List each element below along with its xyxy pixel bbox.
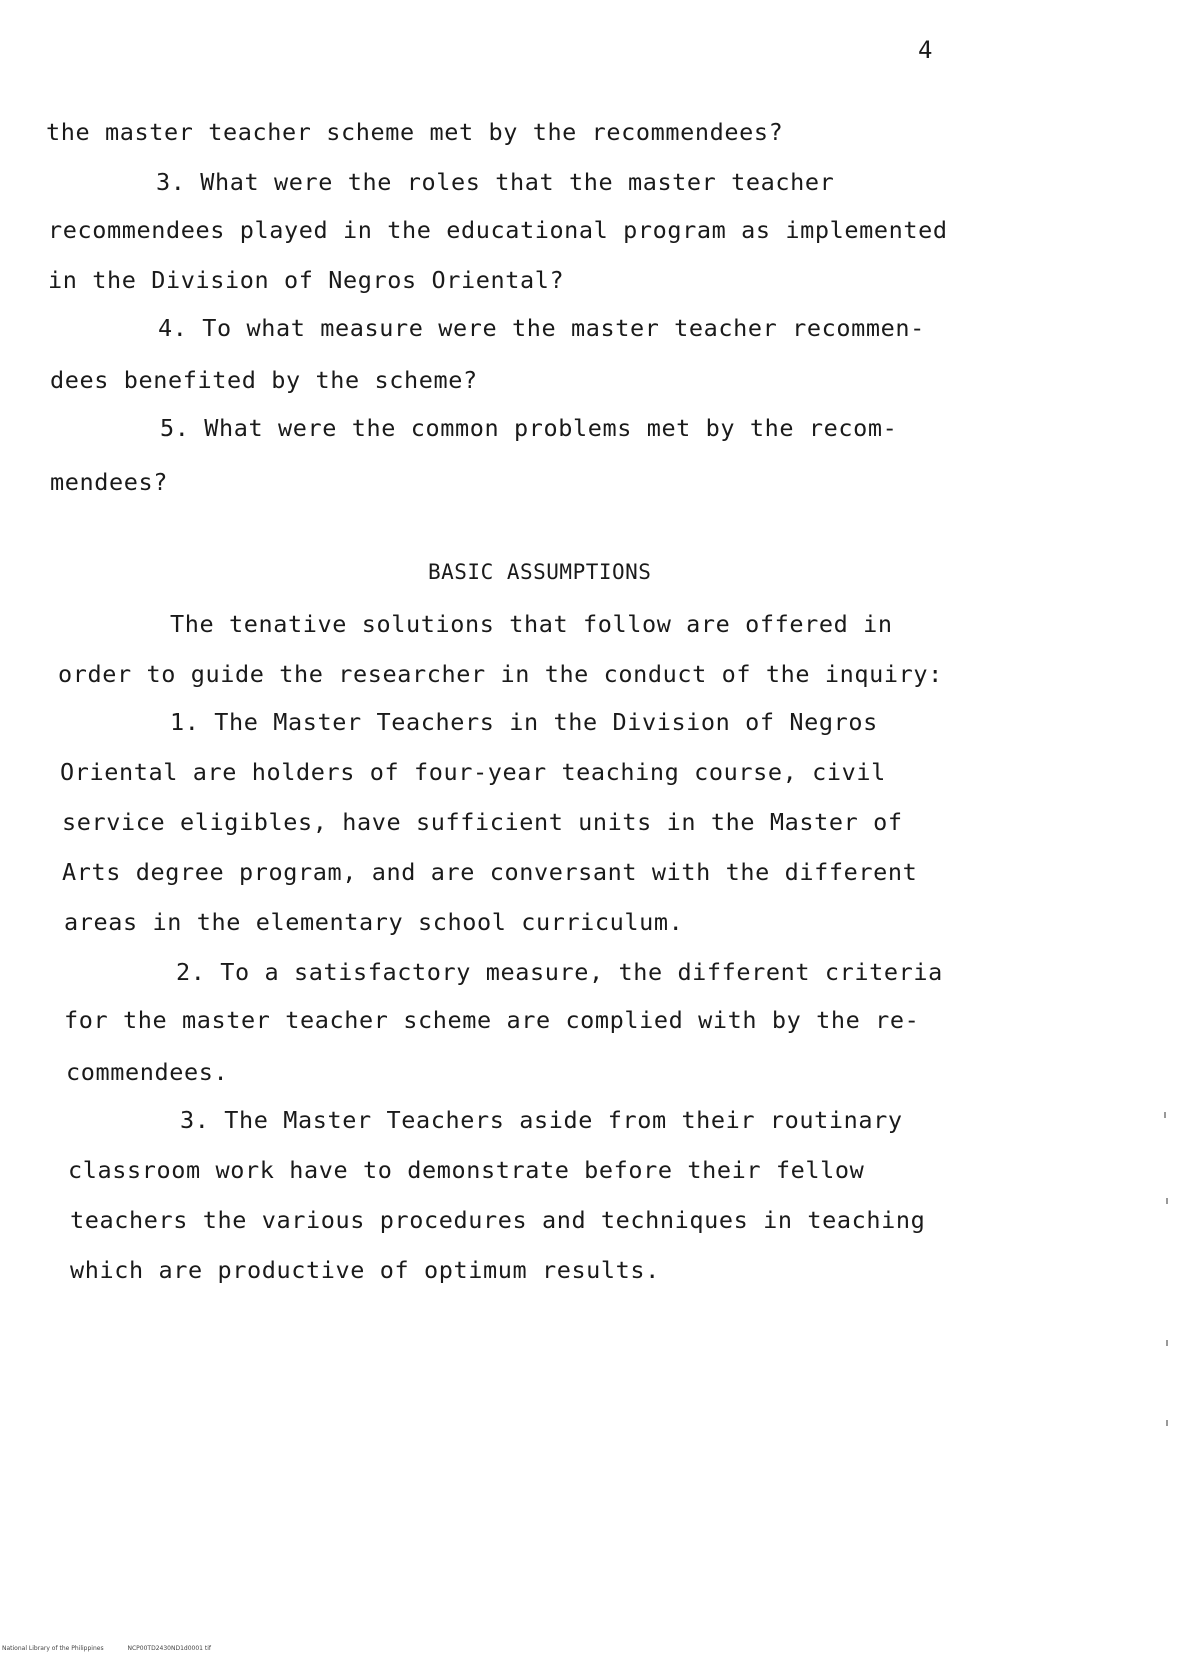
question-line: 3. What were the roles that the master teacher xyxy=(156,168,835,196)
scan-footer xyxy=(2,1645,233,1652)
scan-speck xyxy=(1166,1198,1168,1204)
question-line: the master teacher scheme met by the recommendees? xyxy=(46,118,784,146)
assumption-line: Oriental are holders of four-year teaching course, civil xyxy=(60,758,886,786)
question-line: 5. What were the common problems met by the recom- xyxy=(160,414,898,442)
question-line: 4. To what measure were the master teacher recommen- xyxy=(158,314,925,342)
file-identifier: NCP00TD2430ND1d0001 tif xyxy=(127,1645,212,1652)
question-line: in the Division of Negros Oriental? xyxy=(48,266,565,294)
scan-speck xyxy=(1164,1112,1166,1118)
assumption-line: order to guide the researcher in the conduct of the inquiry: xyxy=(58,660,943,688)
scan-speck xyxy=(1166,1340,1168,1346)
section-heading: BASIC ASSUMPTIONS xyxy=(428,560,652,584)
assumption-line: 3. The Master Teachers aside from their routinary xyxy=(180,1106,903,1134)
assumption-line: areas in the elementary school curriculum. xyxy=(64,908,684,936)
page-number: 4 xyxy=(918,36,933,64)
assumption-line: for the master teacher scheme are complied with by the re- xyxy=(64,1006,920,1034)
assumption-line: Arts degree program, and are conversant with the different xyxy=(62,858,918,886)
assumption-line: 2. To a satisfactory measure, the different criteria xyxy=(176,958,943,986)
question-line: recommendees played in the educational program as implemented xyxy=(48,216,948,244)
library-credit: National Library of the Philippines xyxy=(2,1645,104,1652)
scan-speck xyxy=(1166,1420,1168,1426)
assumption-line: classroom work have to demonstrate before their fellow xyxy=(68,1156,865,1184)
assumption-line: service eligibles, have sufficient units in the Master of xyxy=(62,808,903,836)
question-line: dees benefited by the scheme? xyxy=(50,366,478,394)
assumption-line: commendees. xyxy=(66,1058,229,1086)
assumption-line: which are productive of optimum results. xyxy=(70,1256,660,1284)
assumption-line: teachers the various procedures and techniques in teaching xyxy=(70,1206,926,1234)
assumption-line: The tenative solutions that follow are offered in xyxy=(170,610,893,638)
assumption-line: 1. The Master Teachers in the Division of Negros xyxy=(170,708,878,736)
question-line: mendees? xyxy=(50,468,168,496)
